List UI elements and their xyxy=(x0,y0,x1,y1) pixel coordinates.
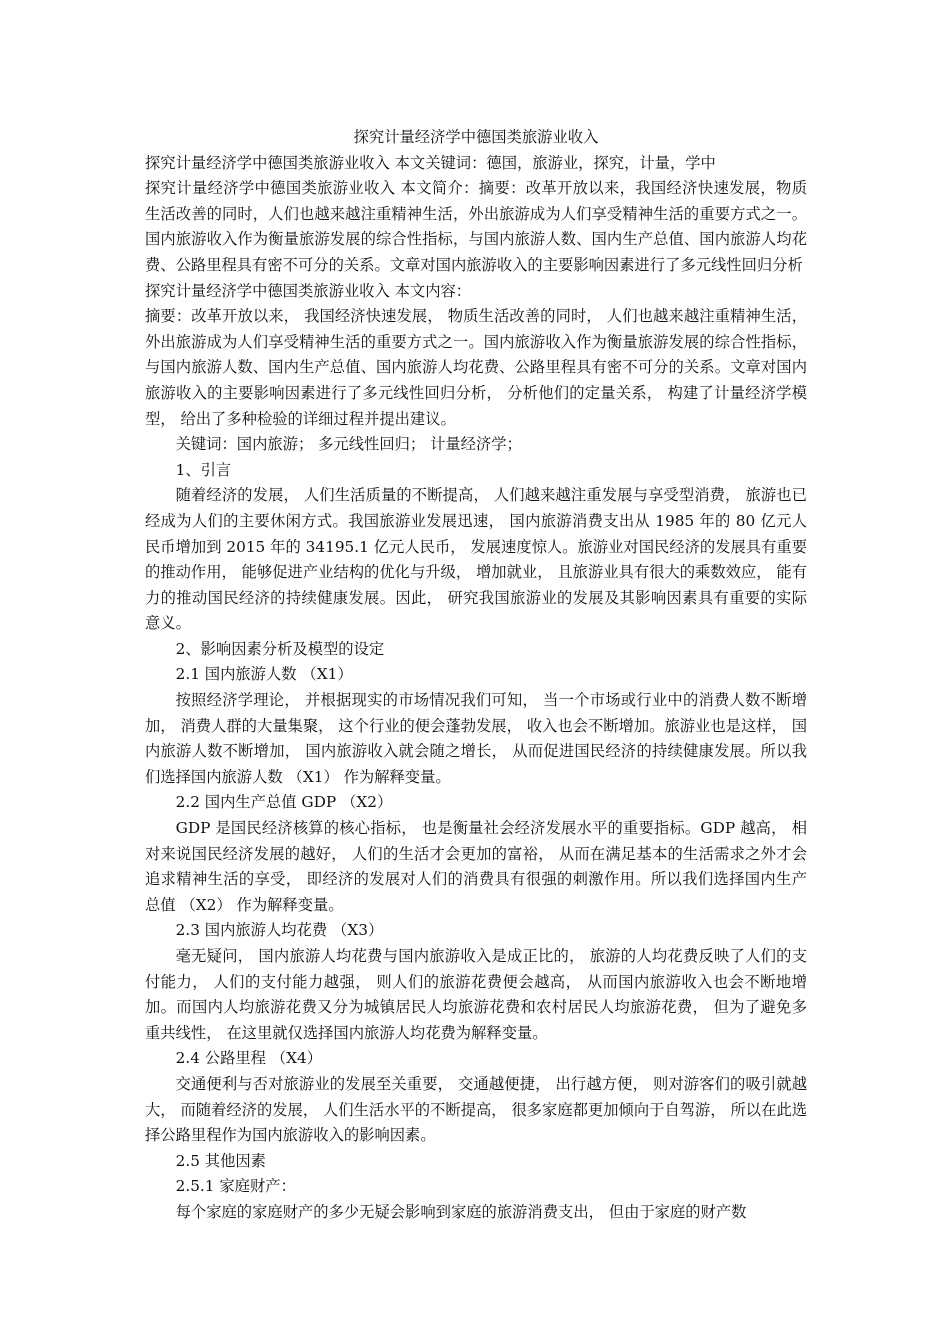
document-page xyxy=(145,125,807,1226)
section-2-1-heading: 2.1 国内旅游人数 （X1） xyxy=(175,665,353,684)
section-2-5-1-heading: 2.5.1 家庭财产： xyxy=(175,1177,296,1196)
section-2-heading: 2、影响因素分析及模型的设定 xyxy=(175,639,385,658)
section-2-2-heading: 2.2 国内生产总值 GDP （X2） xyxy=(175,793,393,812)
section-2-5-1-body: 每个家庭的家庭财产的多少无疑会影响到家庭的旅游消费支出， 但由于家庭的财产数 xyxy=(175,1202,747,1221)
abstract-paragraph: 摘要：改革开放以来， 我国经济快速发展， 物质生活改善的同时， 人们也越来越注重精神生活， 外出旅游成为人们享受精神生活的重要方式之一。国内旅游收入作为衡量旅游发展的综合性指标， 与国内旅游人数、国内生产总值、国内旅游人均花费、公路里程具有密不可分的关系。文章对国内旅游收入的主要影响因素进行了多元线性回归分析， 分析他们的定量关系， 构建了计量经济学模型， 给出了多种检验的详细过程并提出建议。 xyxy=(145,307,807,428)
intro-paragraph: 探究计量经济学中德国类旅游业收入 本文简介：摘要：改革开放以来，我国经济快速发展，物质生活改善的同时，人们也越来越注重精神生活，外出旅游成为人们享受精神生活的重要方式之一。国内旅游收入作为衡量旅游发展的综合性指标，与国内旅游人数、国内生产总值、国内旅游人均花费、公路里程具有密不可分的关系。文章对国内旅游收入的主要影响因素进行了多元线性回归分析 xyxy=(145,179,807,274)
section-2-4-heading: 2.4 公路里程 （X4） xyxy=(175,1049,323,1068)
section-2-1-body: 按照经济学理论， 并根据现实的市场情况我们可知， 当一个市场或行业中的消费人数不断增加， 消费人群的大量集聚， 这个行业的便会蓬勃发展， 收入也会不断增加。旅游业也是这样， 国内旅游人数不断增加， 国内旅游收入就会随之增长， 从而促进国民经济的持续健康发展。所以我们选择国内旅游人数 （X1） 作为解释变量。 xyxy=(145,691,807,786)
content-label: 探究计量经济学中德国类旅游业收入 本文内容： xyxy=(145,281,472,300)
document-title: 探究计量经济学中德国类旅游业收入 xyxy=(353,128,599,146)
keywords-paragraph: 关键词：国内旅游； 多元线性回归； 计量经济学； xyxy=(175,435,522,454)
section-2-5-heading: 2.5 其他因素 xyxy=(175,1151,266,1170)
section-2-3-heading: 2.3 国内旅游人均花费 （X3） xyxy=(175,921,384,940)
section-2-2-body: GDP 是国民经济核算的核心指标， 也是衡量社会经济发展水平的重要指标。GDP 越高， 相对来说国民经济发展的越好， 人们的生活才会更加的富裕， 从而在满足基本的生活需求之外才会追求精神生活的享受， 即经济的发展对人们的消费具有很强的刺激作用。所以我们选择国内生产总值 （X2） 作为解释变量。 xyxy=(145,819,807,914)
keywords-line: 探究计量经济学中德国类旅游业收入 本文关键词：德国，旅游业，探究，计量，学中 xyxy=(145,153,716,172)
section-2-3-body: 毫无疑问， 国内旅游人均花费与国内旅游收入是成正比的， 旅游的人均花费反映了人们的支付能力， 人们的支付能力越强， 则人们的旅游花费便会越高， 从而国内旅游收入也会不断地增加。而国内人均旅游花费又分为城镇居民人均旅游花费和农村居民人均旅游花费， 但为了避免多重共线性， 在这里就仅选择国内旅游人均花费为解释变量。 xyxy=(145,947,807,1042)
section-1-body: 随着经济的发展， 人们生活质量的不断提高， 人们越来越注重发展与享受型消费， 旅游也已经成为人们的主要休闲方式。我国旅游业发展迅速， 国内旅游消费支出从 1985 年的 80 亿元人民币增加到 2015 年的 34195.1 亿元人民币， 发展速度惊人。旅游业对国民经济的发展具有重要的推动作用， 能够促进产业结构的优化与升级， 增加就业， 且旅游业具有很大的乘数效应， 能有力的推动国民经济的持续健康发展。因此， 研究我国旅游业的发展及其影响因素具有重要的实际意义。 xyxy=(145,486,807,633)
section-1-heading: 1、引言 xyxy=(175,460,232,479)
section-2-4-body: 交通便利与否对旅游业的发展至关重要， 交通越便捷， 出行越方便， 则对游客们的吸引就越大， 而随着经济的发展， 人们生活水平的不断提高， 很多家庭都更加倾向于自驾游， 所以在此选择公路里程作为国内旅游收入的影响因素。 xyxy=(145,1074,807,1145)
